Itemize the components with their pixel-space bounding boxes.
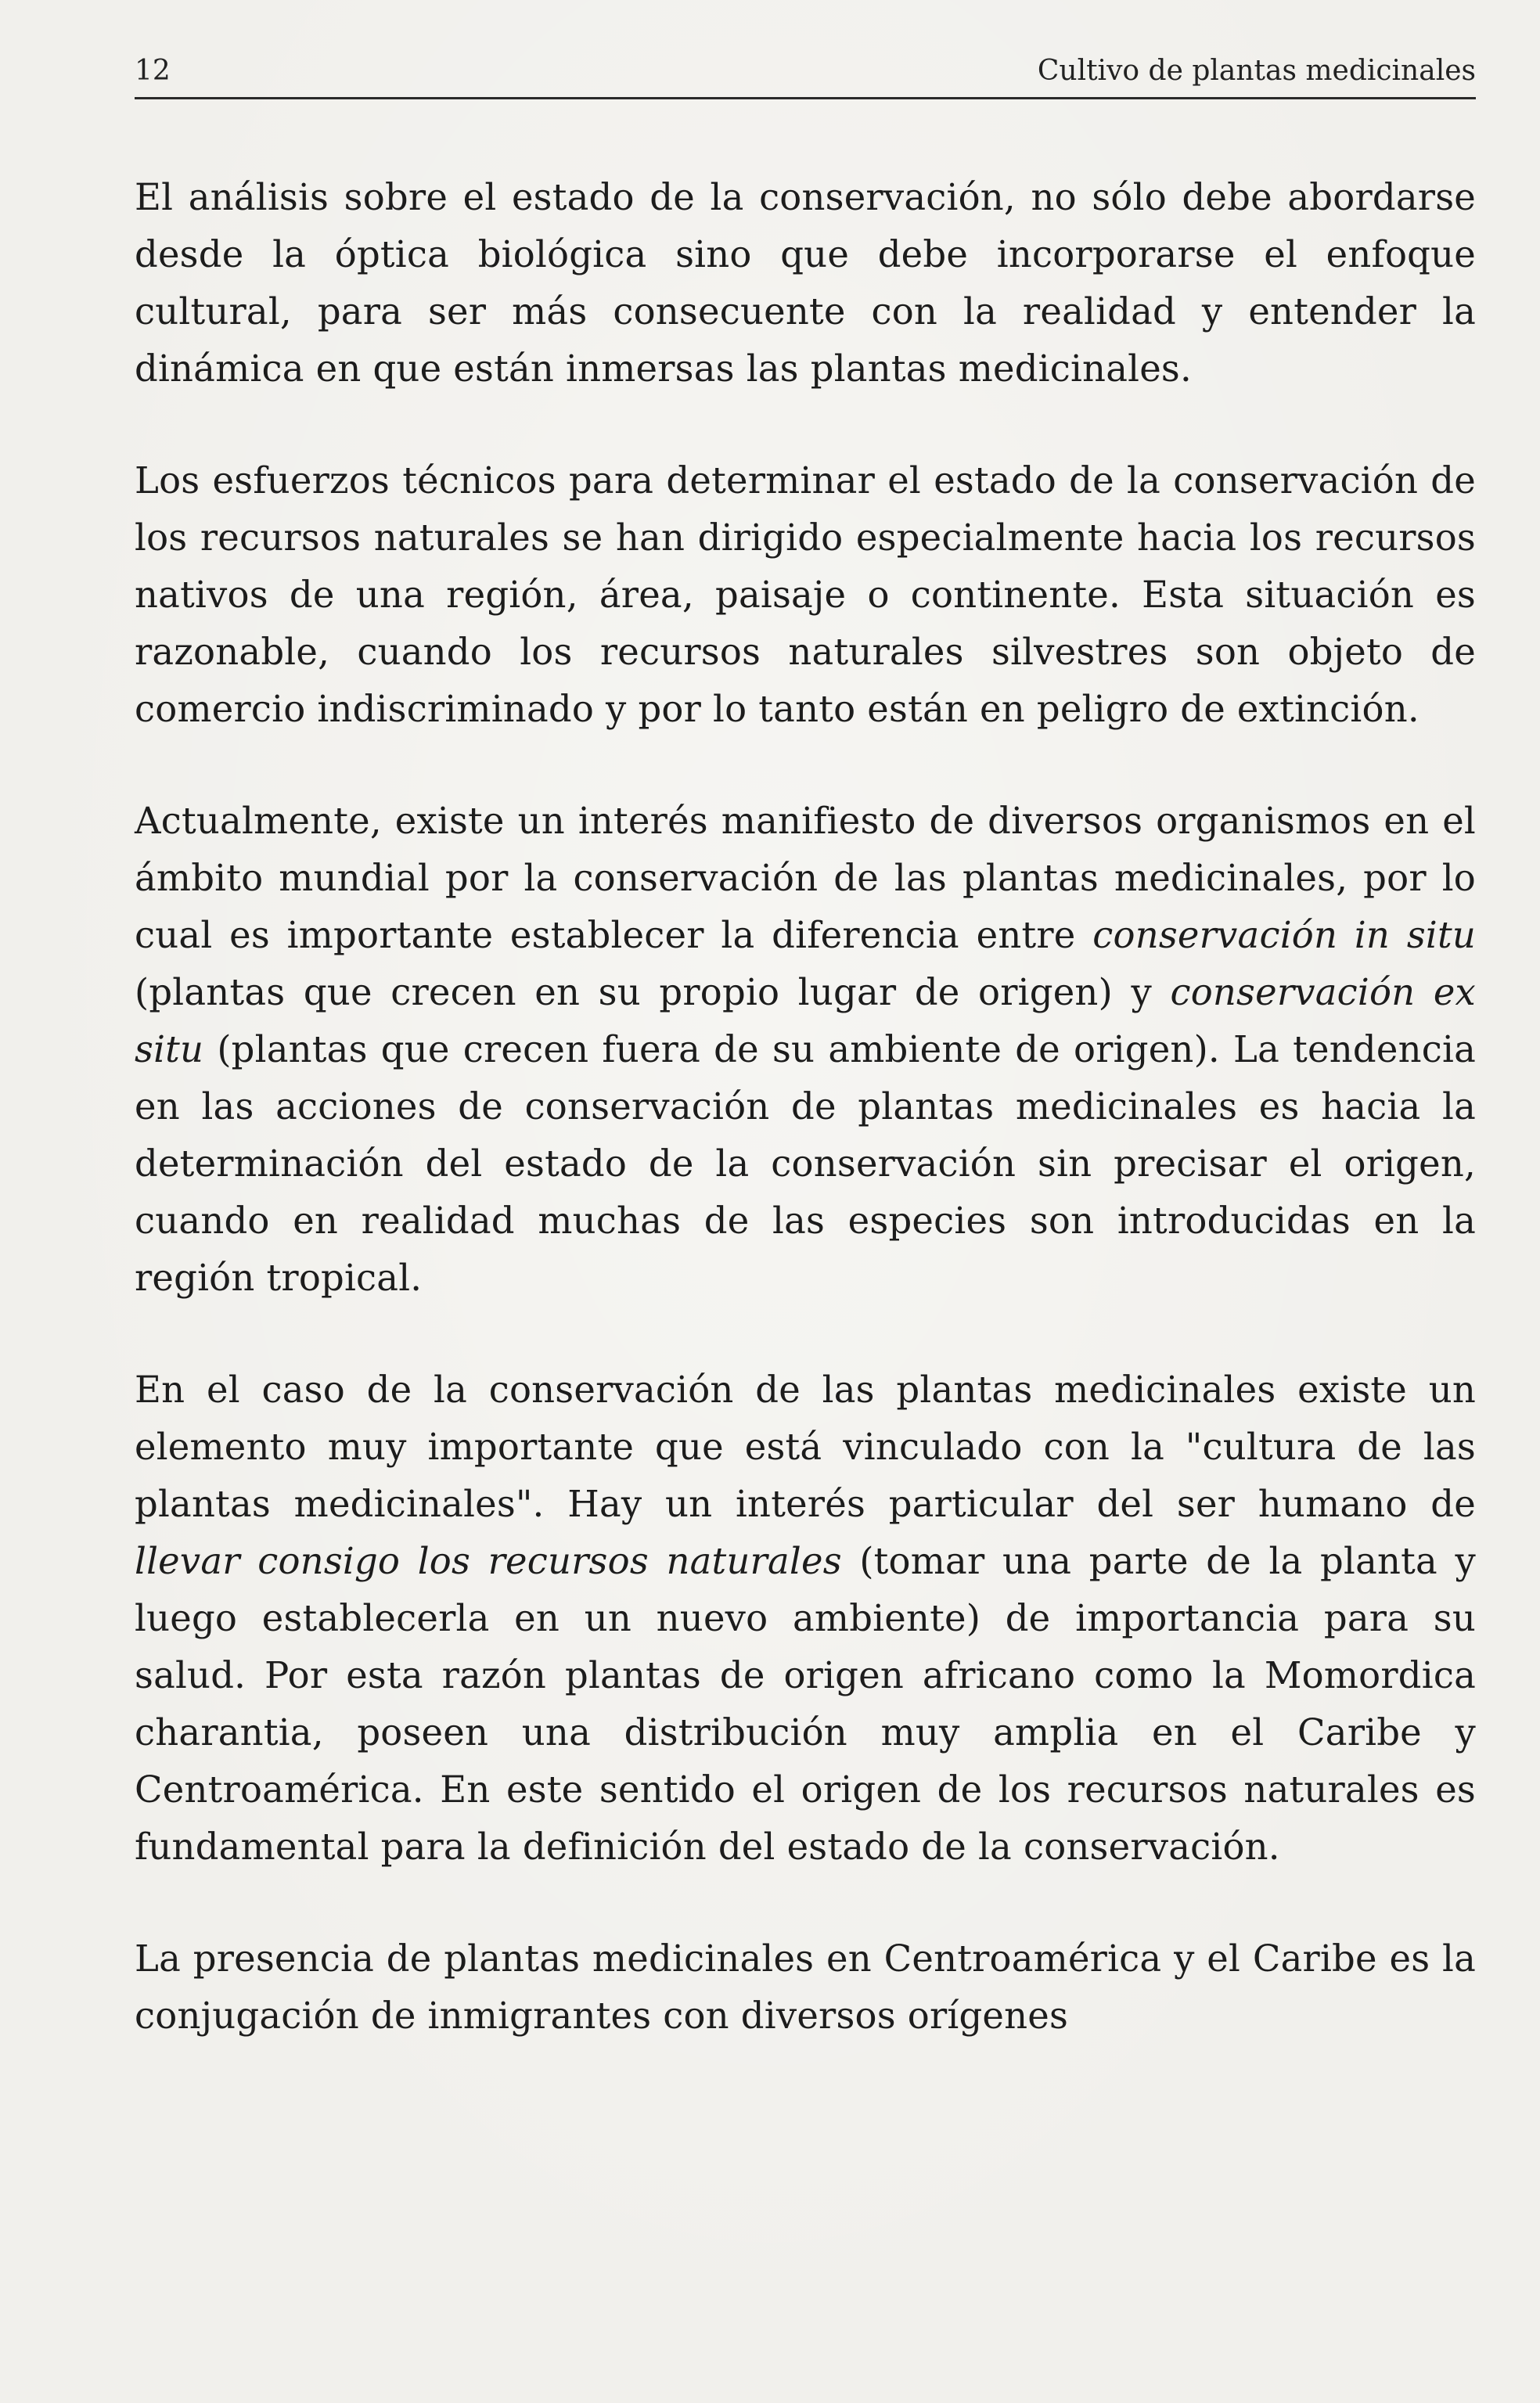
paragraph-3 (135, 793, 1476, 1307)
page-number: 12 (135, 55, 171, 87)
term-llevar-consigo: llevar consigo los recursos naturales (135, 1540, 842, 1582)
running-title: Cultivo de plantas medicinales (1037, 55, 1476, 87)
paragraph-4 (135, 1362, 1476, 1876)
paragraph-5: La presencia de plantas medicinales en Centroamérica y el Caribe es la conjugación de inmigrantes con diversos orígenes (135, 1937, 1476, 2037)
paragraph-4-text-a: En el caso de la conservación de las plantas medicinales existe un elemento muy importante que está vinculado con la "cultura de las plantas medicinales". Hay un interés particular del ser humano de (135, 1369, 1476, 1525)
paragraph-3-text-a: Actualmente, existe un interés manifiesto de diversos organismos en el ámbito mundial por la conservación de las plantas medicinales, por lo cual es importante establecer la diferencia entre (135, 800, 1476, 956)
paragraph-1: El análisis sobre el estado de la conservación, no sólo debe abordarse desde la óptica biológica sino que debe incorporarse el enfoque cultural, para ser más consecuente con la realidad y entender la dinámica en que están inmersas las plantas medicinales. (135, 176, 1476, 390)
term-conservacion-in-situ: conservación in situ (1092, 914, 1476, 956)
paragraph-2: Los esfuerzos técnicos para determinar el estado de la conservación de los recursos naturales se han dirigido especialmente hacia los recursos nativos de una región, área, paisaje o continente. Esta situación es razonable, cuando los recursos naturales silvestres son objeto de comercio indiscriminado y por lo tanto están en peligro de extinción. (135, 459, 1476, 730)
term-conservacion-ex-situ: conservación ex situ (135, 971, 1476, 1070)
paragraph-3-text-e: (plantas que crecen fuera de su ambiente de origen). La tendencia en las acciones de conservación de plantas medicinales es hacia la determinación del estado de la conservación sin precisar el origen, cuando en realidad muchas de las especies son introducidas en la región tropical. (135, 1028, 1476, 1299)
running-header (135, 52, 1476, 99)
paragraph-4-text-c: (tomar una parte de la planta y luego establecerla en un nuevo ambiente) de importancia para su salud. Por esta razón plantas de origen africano como la Momordica charantia, poseen una distribución muy amplia en el Caribe y Centroamérica. En este sentido el origen de los recursos naturales es fundamental para la definición del estado de la conservación. (135, 1540, 1476, 1868)
body-text (135, 169, 1476, 2099)
paragraph-3-text-c: (plantas que crecen en su propio lugar de origen) y (135, 971, 1171, 1013)
